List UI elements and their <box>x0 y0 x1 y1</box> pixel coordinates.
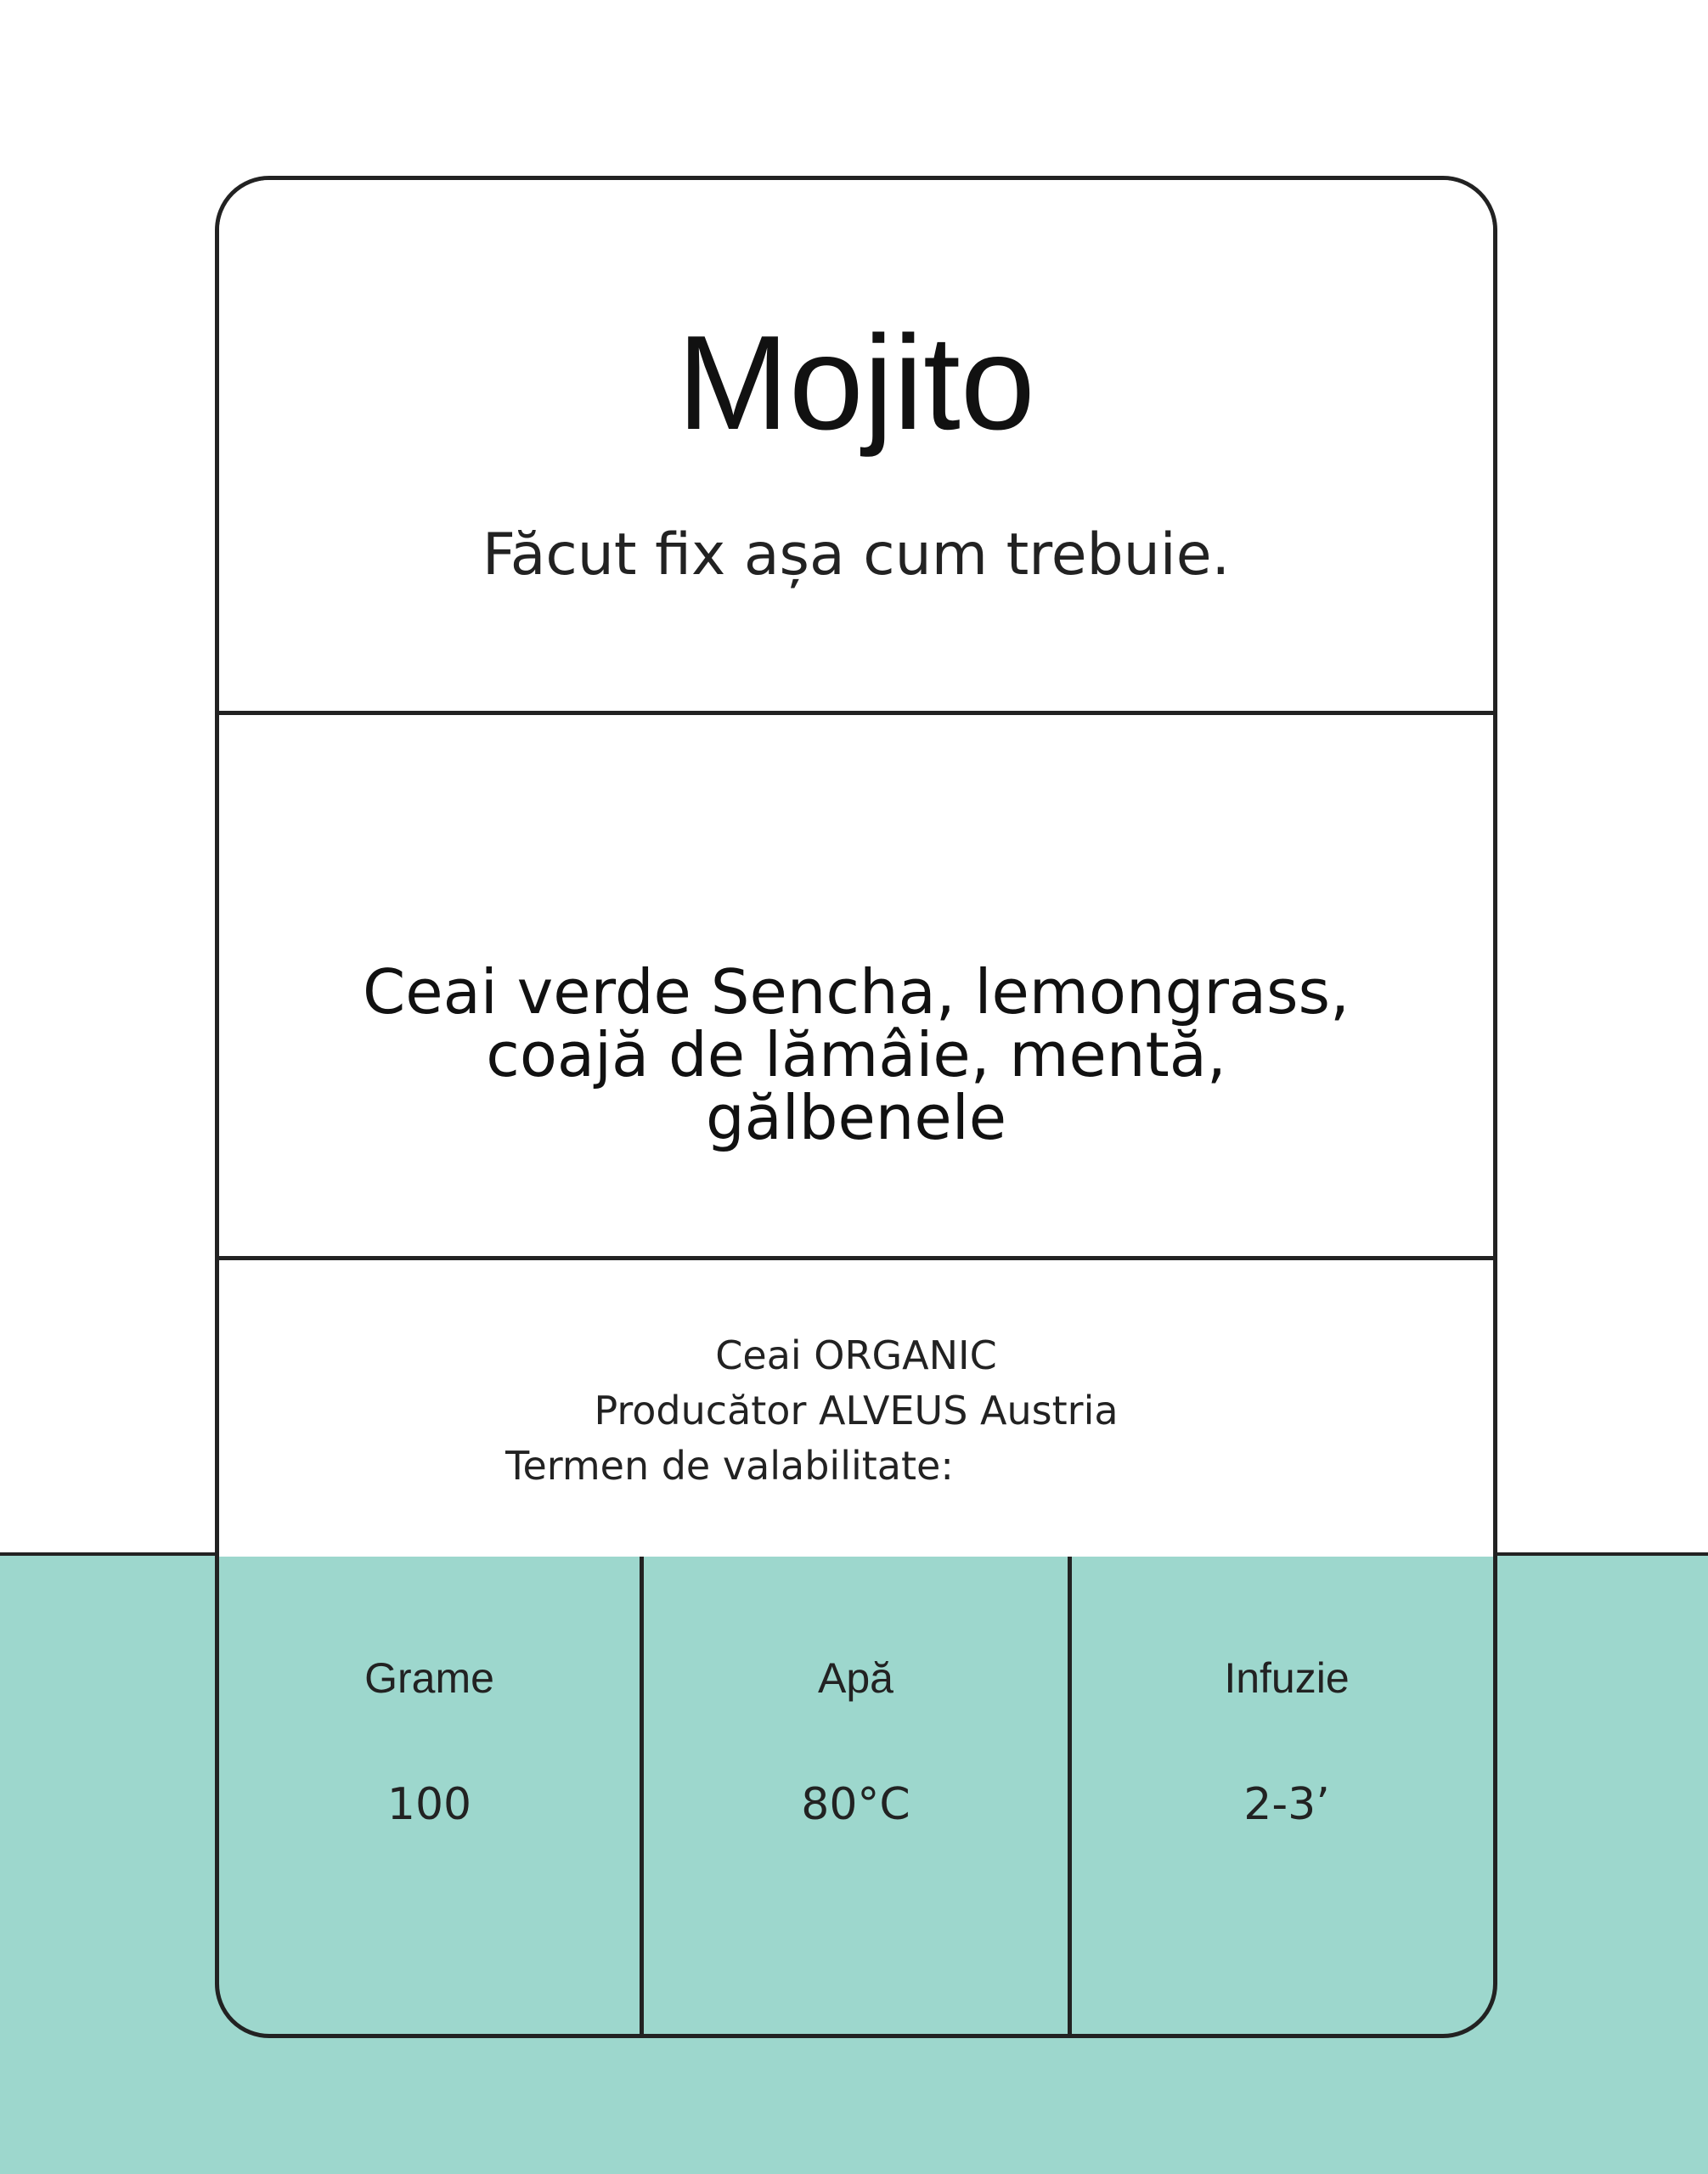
specs-section <box>219 1557 1493 2038</box>
ingredients-section <box>219 715 1493 1260</box>
spec-infusion <box>1072 1557 1497 2038</box>
ingredients-line: coajă de lămâie, mentă, <box>486 1019 1226 1090</box>
product-tagline: Făcut fix așa cum trebuie. <box>482 521 1231 589</box>
ingredients-line: gălbenele <box>705 1082 1007 1153</box>
info-block <box>219 1328 1493 1494</box>
spec-label: Infuzie <box>1224 1654 1350 1702</box>
spec-grams <box>219 1557 644 2038</box>
spec-label: Grame <box>364 1654 494 1702</box>
ingredients-line: Ceai verde Sencha, lemongrass, <box>363 956 1350 1028</box>
spec-value: 100 <box>386 1779 472 1830</box>
info-section <box>219 1260 1493 1557</box>
tea-label-card <box>215 176 1497 2038</box>
product-name: Mojito <box>677 308 1035 458</box>
producer-label: Producător ALVEUS Austria <box>594 1388 1119 1433</box>
title-section <box>219 180 1493 715</box>
spec-value: 2-3’ <box>1243 1779 1330 1830</box>
spec-label: Apă <box>818 1654 893 1702</box>
expiry-label: Termen de valabilitate: <box>505 1443 954 1489</box>
organic-label: Ceai ORGANIC <box>715 1332 997 1378</box>
ingredients-text <box>287 956 1425 1153</box>
spec-value: 80°C <box>801 1779 910 1830</box>
spec-water <box>644 1557 1072 2038</box>
